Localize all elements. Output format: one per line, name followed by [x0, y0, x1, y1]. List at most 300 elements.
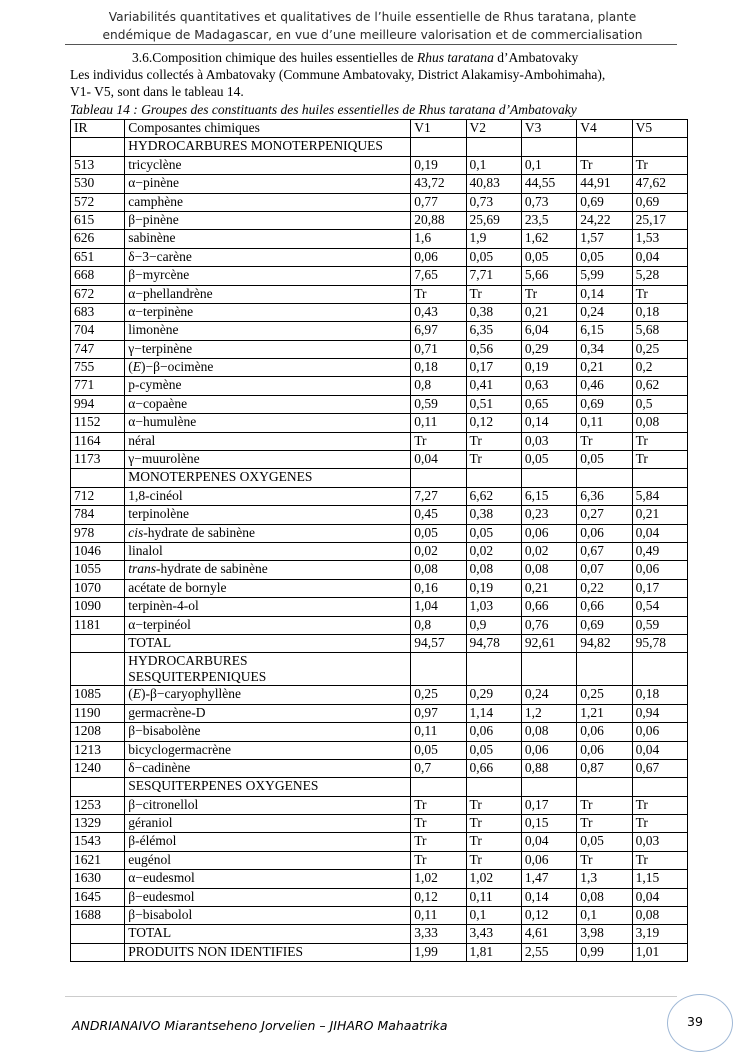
value-cell: Tr [632, 851, 687, 869]
value-cell: 0,04 [632, 248, 687, 266]
table-row [71, 395, 688, 413]
value-cell: 0,27 [577, 506, 632, 524]
table-row [71, 907, 688, 925]
value-cell: 0,12 [411, 888, 466, 906]
ir-cell: 615 [71, 211, 125, 229]
value-cell: 0,05 [577, 451, 632, 469]
ir-cell [71, 653, 125, 686]
total-row [71, 634, 688, 652]
value-cell: 0,1 [577, 907, 632, 925]
value-cell: 0,18 [632, 303, 687, 321]
ir-cell: 1630 [71, 870, 125, 888]
value-cell: 0,8 [411, 377, 466, 395]
value-cell [466, 469, 521, 487]
compound-name-cell: β−citronellol [125, 796, 411, 814]
compound-name-cell: α−copaène [125, 395, 411, 413]
ir-cell: 1164 [71, 432, 125, 450]
compound-name-cell [125, 686, 411, 704]
value-cell: 0,03 [521, 432, 576, 450]
value-cell: 20,88 [411, 211, 466, 229]
value-cell: 0,19 [411, 156, 466, 174]
compound-name-cell: linalol [125, 542, 411, 560]
value-cell: 0,11 [411, 723, 466, 741]
value-cell: 0,11 [411, 414, 466, 432]
value-cell: 0,05 [577, 248, 632, 266]
value-cell: 6,36 [577, 487, 632, 505]
table-row [71, 833, 688, 851]
header-cell: IR [71, 120, 125, 138]
table-body [71, 138, 688, 962]
ir-cell: 755 [71, 359, 125, 377]
value-cell: 0,29 [521, 340, 576, 358]
table-row [71, 267, 688, 285]
value-cell: 0,06 [632, 723, 687, 741]
value-cell: 0,1 [466, 907, 521, 925]
value-cell: 6,15 [577, 322, 632, 340]
value-cell: 0,06 [521, 741, 576, 759]
value-cell: 0,69 [632, 193, 687, 211]
ir-cell: 1213 [71, 741, 125, 759]
group-row [71, 653, 688, 686]
value-cell: 0,02 [466, 542, 521, 560]
compound-name-cell: limonène [125, 322, 411, 340]
value-cell: 0,87 [577, 759, 632, 777]
value-cell: 0,06 [466, 723, 521, 741]
compound-name-cell [125, 359, 411, 377]
value-cell: 0,07 [577, 561, 632, 579]
ir-cell: 978 [71, 524, 125, 542]
value-cell: 0,11 [577, 414, 632, 432]
compound-name-cell: β−eudesmol [125, 888, 411, 906]
value-cell: 0,71 [411, 340, 466, 358]
ir-cell: 626 [71, 230, 125, 248]
value-cell: 0,43 [411, 303, 466, 321]
value-cell: 0,97 [411, 704, 466, 722]
value-cell: Tr [577, 432, 632, 450]
value-cell: 0,8 [411, 616, 466, 634]
value-cell: 0,05 [411, 741, 466, 759]
value-cell: 0,38 [466, 303, 521, 321]
value-cell: Tr [466, 796, 521, 814]
ir-cell: 784 [71, 506, 125, 524]
ir-cell: 1173 [71, 451, 125, 469]
value-cell: 0,06 [577, 524, 632, 542]
compound-name-cell: néral [125, 432, 411, 450]
value-cell: 0,05 [466, 741, 521, 759]
value-cell [577, 138, 632, 156]
value-cell: 2,55 [521, 943, 576, 961]
intro-paragraph [70, 66, 680, 100]
page-number: 39 [687, 1014, 703, 1029]
value-cell: 0,56 [466, 340, 521, 358]
value-cell: 7,27 [411, 487, 466, 505]
value-cell: Tr [411, 432, 466, 450]
compound-name-cell: δ−cadinène [125, 759, 411, 777]
value-cell: 7,65 [411, 267, 466, 285]
compound-name-italic: E [132, 686, 142, 702]
value-cell [577, 469, 632, 487]
header-cell: V2 [466, 120, 521, 138]
table-row [71, 193, 688, 211]
value-cell [521, 469, 576, 487]
table-row [71, 322, 688, 340]
value-cell: 0,21 [521, 303, 576, 321]
value-cell: 0,67 [632, 759, 687, 777]
value-cell: 0,06 [521, 851, 576, 869]
ir-cell: 1190 [71, 704, 125, 722]
value-cell: 0,02 [521, 542, 576, 560]
value-cell: 0,76 [521, 616, 576, 634]
table-row [71, 248, 688, 266]
table-row [71, 579, 688, 597]
value-cell: 0,73 [521, 193, 576, 211]
value-cell: 0,67 [577, 542, 632, 560]
value-cell: 6,04 [521, 322, 576, 340]
compound-name-cell: camphène [125, 193, 411, 211]
value-cell: 3,19 [632, 925, 687, 943]
value-cell: 1,14 [466, 704, 521, 722]
section-title-suffix: d’Ambatovaky [493, 50, 579, 65]
value-cell: 0,51 [466, 395, 521, 413]
value-cell: 95,78 [632, 634, 687, 652]
value-cell: Tr [466, 451, 521, 469]
value-cell: 0,59 [411, 395, 466, 413]
value-cell [521, 138, 576, 156]
compound-name-cell [125, 561, 411, 579]
ir-cell [71, 943, 125, 961]
value-cell: 0,05 [521, 248, 576, 266]
table-row [71, 285, 688, 303]
section-number: 3.6. [132, 50, 153, 65]
compound-name-cell: sabinène [125, 230, 411, 248]
ir-cell [71, 138, 125, 156]
compound-name-cell: terpinèn-4-ol [125, 598, 411, 616]
ir-cell: 1688 [71, 907, 125, 925]
value-cell: 0,18 [632, 686, 687, 704]
compound-name-prefix: ( [128, 686, 133, 702]
value-cell: 1,81 [466, 943, 521, 961]
value-cell: 1,47 [521, 870, 576, 888]
ir-cell: 683 [71, 303, 125, 321]
compound-name-cell: germacrène-D [125, 704, 411, 722]
ir-cell: 1240 [71, 759, 125, 777]
ir-cell [71, 778, 125, 796]
table-row [71, 414, 688, 432]
value-cell: 1,02 [466, 870, 521, 888]
value-cell: 0,73 [466, 193, 521, 211]
value-cell: 1,9 [466, 230, 521, 248]
value-cell: 44,55 [521, 175, 576, 193]
value-cell: 0,04 [632, 888, 687, 906]
value-cell: 43,72 [411, 175, 466, 193]
value-cell: 0,05 [466, 248, 521, 266]
value-cell: 0,99 [577, 943, 632, 961]
value-cell: 0,04 [521, 833, 576, 851]
value-cell: 0,49 [632, 542, 687, 560]
value-cell: 1,57 [577, 230, 632, 248]
compound-name-cell: terpinolène [125, 506, 411, 524]
value-cell: Tr [411, 285, 466, 303]
value-cell: 0,66 [521, 598, 576, 616]
value-cell: 3,33 [411, 925, 466, 943]
value-cell [466, 778, 521, 796]
value-cell: 1,99 [411, 943, 466, 961]
table-row [71, 723, 688, 741]
value-cell: 0,08 [411, 561, 466, 579]
intro-line-1: Les individus collectés à Ambatovaky (Commune Ambatovaky, District Alakamisy-Ambohimaha), [70, 67, 606, 82]
ir-cell: 1070 [71, 579, 125, 597]
value-cell: Tr [577, 156, 632, 174]
value-cell [411, 469, 466, 487]
value-cell: 0,21 [577, 359, 632, 377]
value-cell: 6,62 [466, 487, 521, 505]
value-cell: 0,17 [521, 796, 576, 814]
value-cell: 7,71 [466, 267, 521, 285]
footer-author: ANDRIANAIVO Miarantseheno Jorvelien – JIHARO Mahaatrika [72, 1018, 448, 1033]
value-cell: 0,11 [466, 888, 521, 906]
value-cell: 40,83 [466, 175, 521, 193]
value-cell: 47,62 [632, 175, 687, 193]
ir-cell: 1543 [71, 833, 125, 851]
value-cell: 1,53 [632, 230, 687, 248]
value-cell [466, 138, 521, 156]
value-cell [411, 653, 466, 686]
value-cell: 4,61 [521, 925, 576, 943]
value-cell: 0,14 [577, 285, 632, 303]
value-cell: 1,03 [466, 598, 521, 616]
table-row [71, 888, 688, 906]
table-row [71, 542, 688, 560]
value-cell: 0,9 [466, 616, 521, 634]
value-cell: 0,05 [466, 524, 521, 542]
header-cell: V3 [521, 120, 576, 138]
ir-cell: 1329 [71, 815, 125, 833]
value-cell [411, 138, 466, 156]
value-cell: 0,06 [411, 248, 466, 266]
table-row [71, 741, 688, 759]
value-cell: 0,05 [577, 833, 632, 851]
value-cell: 0,88 [521, 759, 576, 777]
value-cell: 0,16 [411, 579, 466, 597]
value-cell: 5,68 [632, 322, 687, 340]
compound-name-cell: γ−terpinène [125, 340, 411, 358]
ir-cell: 771 [71, 377, 125, 395]
value-cell [577, 653, 632, 686]
table-row [71, 230, 688, 248]
value-cell: 0,18 [411, 359, 466, 377]
value-cell: 0,59 [632, 616, 687, 634]
value-cell: Tr [521, 285, 576, 303]
value-cell: 0,06 [632, 561, 687, 579]
value-cell: Tr [577, 851, 632, 869]
value-cell: 0,24 [577, 303, 632, 321]
value-cell: 3,43 [466, 925, 521, 943]
group-label-cell: TOTAL [125, 925, 411, 943]
value-cell: 0,05 [521, 451, 576, 469]
value-cell: 0,12 [521, 907, 576, 925]
value-cell: 0,1 [466, 156, 521, 174]
value-cell: 6,15 [521, 487, 576, 505]
value-cell: 0,19 [521, 359, 576, 377]
value-cell: 0,08 [632, 907, 687, 925]
value-cell: Tr [632, 285, 687, 303]
compound-name-cell [125, 524, 411, 542]
intro-line-2: V1- V5, sont dans le tableau 14. [70, 84, 244, 99]
compound-name-cell: eugénol [125, 851, 411, 869]
value-cell: 94,82 [577, 634, 632, 652]
group-label-cell: HYDROCARBURES MONOTERPENIQUES [125, 138, 411, 156]
value-cell: 0,34 [577, 340, 632, 358]
value-cell: 1,2 [521, 704, 576, 722]
compound-name-italic: E [132, 359, 142, 375]
ir-cell: 513 [71, 156, 125, 174]
ir-cell: 672 [71, 285, 125, 303]
compound-name-cell: γ−muurolène [125, 451, 411, 469]
compound-name-cell: β−myrcène [125, 267, 411, 285]
compound-name-cell: α−terpinéol [125, 616, 411, 634]
ir-cell: 704 [71, 322, 125, 340]
compound-name-cell: p-cymène [125, 377, 411, 395]
table-row [71, 487, 688, 505]
ir-cell [71, 634, 125, 652]
value-cell: 5,66 [521, 267, 576, 285]
value-cell: 1,62 [521, 230, 576, 248]
value-cell: 5,28 [632, 267, 687, 285]
ir-cell: 1621 [71, 851, 125, 869]
value-cell: 0,24 [521, 686, 576, 704]
group-row [71, 778, 688, 796]
value-cell: 0,17 [632, 579, 687, 597]
group-label-line: HYDROCARBURES [128, 653, 248, 669]
value-cell: 0,06 [577, 723, 632, 741]
value-cell: 0,5 [632, 395, 687, 413]
value-cell: Tr [466, 432, 521, 450]
table-row [71, 340, 688, 358]
value-cell: 25,69 [466, 211, 521, 229]
ir-cell: 1055 [71, 561, 125, 579]
ir-cell: 1046 [71, 542, 125, 560]
value-cell: 0,11 [411, 907, 466, 925]
table-row [71, 598, 688, 616]
ir-cell: 530 [71, 175, 125, 193]
value-cell: 0,63 [521, 377, 576, 395]
compound-name-suffix: -hydrate de sabinène [156, 561, 268, 577]
value-cell [632, 138, 687, 156]
compound-name-italic: trans [128, 561, 157, 577]
value-cell: 0,14 [521, 414, 576, 432]
ir-cell: 1090 [71, 598, 125, 616]
ir-cell: 1645 [71, 888, 125, 906]
value-cell: 3,98 [577, 925, 632, 943]
section-title-prefix: Composition chimique des huiles essentielles de [152, 50, 417, 65]
value-cell: 0,08 [632, 414, 687, 432]
value-cell: Tr [411, 833, 466, 851]
value-cell: 0,08 [577, 888, 632, 906]
value-cell: 0,29 [466, 686, 521, 704]
running-header [60, 8, 685, 44]
table-row [71, 616, 688, 634]
compound-name-suffix: -hydrate de sabinène [143, 524, 255, 540]
value-cell: 1,6 [411, 230, 466, 248]
composition-table [70, 119, 688, 962]
table-row [71, 303, 688, 321]
value-cell: Tr [466, 851, 521, 869]
value-cell: 0,06 [577, 741, 632, 759]
ir-cell: 572 [71, 193, 125, 211]
table-row [71, 704, 688, 722]
value-cell: 0,22 [577, 579, 632, 597]
table-row [71, 156, 688, 174]
compound-name-suffix: )−β−ocimène [141, 359, 214, 375]
group-label-line: SESQUITERPENIQUES [128, 669, 267, 685]
value-cell: 0,04 [632, 741, 687, 759]
ir-cell: 668 [71, 267, 125, 285]
compound-name-cell: α−eudesmol [125, 870, 411, 888]
value-cell: 1,01 [632, 943, 687, 961]
compound-name-cell: β−bisabolol [125, 907, 411, 925]
value-cell: Tr [632, 796, 687, 814]
compound-name-cell: α−terpinène [125, 303, 411, 321]
value-cell: 0,03 [632, 833, 687, 851]
value-cell: 0,08 [521, 561, 576, 579]
compound-name-cell: 1,8-cinéol [125, 487, 411, 505]
value-cell: 44,91 [577, 175, 632, 193]
section-heading [132, 50, 578, 66]
table-row [71, 524, 688, 542]
value-cell: Tr [577, 796, 632, 814]
compound-name-cell: α−pinène [125, 175, 411, 193]
value-cell: 0,69 [577, 616, 632, 634]
group-label-cell [125, 653, 411, 686]
value-cell: 0,65 [521, 395, 576, 413]
total-row [71, 925, 688, 943]
table-row [71, 175, 688, 193]
ir-cell: 1253 [71, 796, 125, 814]
value-cell: 0,7 [411, 759, 466, 777]
value-cell: 0,25 [411, 686, 466, 704]
value-cell [411, 778, 466, 796]
table-row [71, 686, 688, 704]
ir-cell: 1085 [71, 686, 125, 704]
compound-name-cell: bicyclogermacrène [125, 741, 411, 759]
value-cell: 0,62 [632, 377, 687, 395]
table-row [71, 359, 688, 377]
table-row [71, 432, 688, 450]
value-cell: 5,99 [577, 267, 632, 285]
value-cell: Tr [632, 432, 687, 450]
compound-name-prefix: ( [128, 359, 133, 375]
table-caption: Tableau 14 : Groupes des constituants des huiles essentielles de Rhus taratana d’Ambatovaky [70, 102, 577, 117]
value-cell: 0,04 [411, 451, 466, 469]
value-cell [577, 778, 632, 796]
ir-cell [71, 469, 125, 487]
value-cell: 0,66 [466, 759, 521, 777]
value-cell: 0,23 [521, 506, 576, 524]
value-cell: Tr [632, 451, 687, 469]
value-cell: 0,08 [466, 561, 521, 579]
ir-cell: 994 [71, 395, 125, 413]
header-cell: Composantes chimiques [125, 120, 411, 138]
value-cell: Tr [632, 815, 687, 833]
value-cell: 0,19 [466, 579, 521, 597]
value-cell: 0,1 [521, 156, 576, 174]
value-cell: 0,12 [466, 414, 521, 432]
value-cell: 0,77 [411, 193, 466, 211]
value-cell: 0,02 [411, 542, 466, 560]
compound-name-suffix: )-β−caryophyllène [141, 686, 241, 702]
group-row [71, 138, 688, 156]
value-cell: 1,21 [577, 704, 632, 722]
